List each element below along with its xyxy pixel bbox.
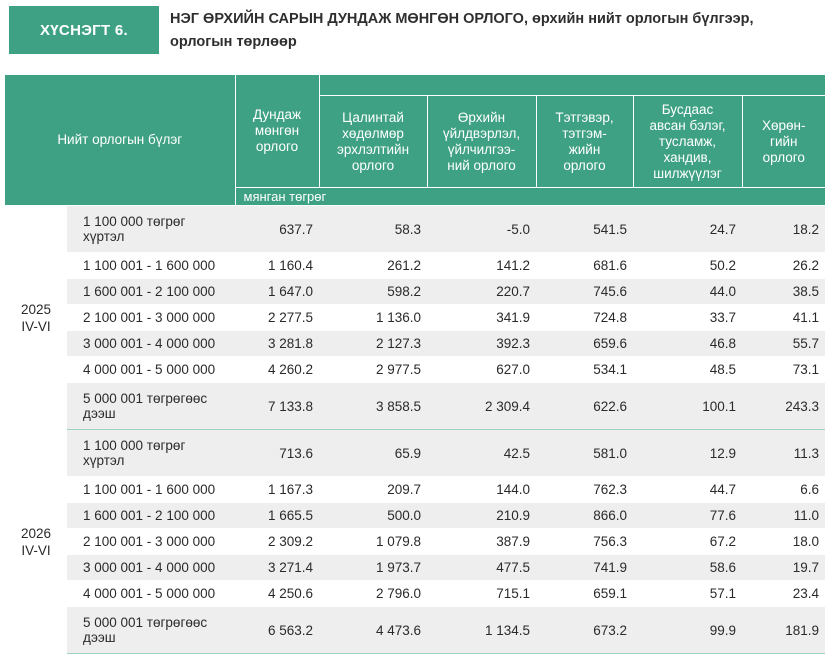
value-cell: 2 796.0 (319, 581, 427, 607)
income-group-label-line: 3 000 001 - 4 000 000 (83, 560, 216, 575)
income-group-label-line: дээш (83, 406, 116, 421)
value-cell: 715.1 (427, 581, 536, 607)
year-label: 2026 (20, 525, 52, 541)
header-line: ний орлого (447, 157, 516, 173)
value-cell: 18.2 (742, 206, 825, 253)
table-row (5, 279, 825, 305)
value-cell: 627.0 (427, 357, 536, 383)
value-cell: 1 167.3 (235, 477, 319, 503)
header-line: үйлдвэрлэл, (442, 125, 521, 141)
value-cell: 65.9 (319, 430, 427, 477)
table-row (5, 357, 825, 383)
income-group-label (67, 430, 235, 477)
value-cell: 1 160.4 (235, 253, 319, 279)
value-cell: 6 563.2 (235, 607, 319, 654)
value-cell: 48.5 (633, 357, 742, 383)
header-unit: мянган төгрөг (235, 188, 825, 206)
income-group-label-line: 1 100 001 - 1 600 000 (83, 258, 216, 273)
value-cell: 341.9 (427, 305, 536, 331)
value-cell: 3 271.4 (235, 555, 319, 581)
income-group-label-line: 3 000 001 - 4 000 000 (83, 336, 216, 351)
value-cell: 100.1 (633, 383, 742, 430)
value-cell: 1 973.7 (319, 555, 427, 581)
income-group-label-line: 1 100 000 төгрөг (83, 438, 186, 453)
header-line: Бусдаас (661, 101, 714, 117)
header-salary-income (319, 96, 427, 188)
header-line: тэтгэм- (562, 125, 607, 141)
value-cell: -5.0 (427, 206, 536, 253)
table-row (5, 477, 825, 503)
value-cell: 534.1 (536, 357, 633, 383)
header-property-income (742, 96, 825, 188)
header-line: жийн (568, 141, 601, 157)
income-group-label (67, 279, 235, 305)
value-cell: 50.2 (633, 253, 742, 279)
value-cell: 4 260.2 (235, 357, 319, 383)
header-line: Өрхийн (457, 109, 506, 125)
value-cell: 41.1 (742, 305, 825, 331)
value-cell: 3 281.8 (235, 331, 319, 357)
value-cell: 11.3 (742, 430, 825, 477)
value-cell: 1 136.0 (319, 305, 427, 331)
value-cell: 44.7 (633, 477, 742, 503)
period-label: IV-VI (21, 318, 51, 334)
period-label: IV-VI (21, 542, 51, 558)
value-cell: 1 647.0 (235, 279, 319, 305)
value-cell: 209.7 (319, 477, 427, 503)
value-cell: 659.6 (536, 331, 633, 357)
table-number-tag: ХҮСНЭГТ 6. (9, 6, 159, 54)
value-cell: 243.3 (742, 383, 825, 430)
value-cell: 57.1 (633, 581, 742, 607)
table-row (5, 503, 825, 529)
header-line: мөнгөн (254, 123, 300, 138)
value-cell: 26.2 (742, 253, 825, 279)
value-cell: 55.7 (742, 331, 825, 357)
income-group-label (67, 581, 235, 607)
header-line: шилжүүлэг (653, 165, 722, 181)
header-line: Цалинтай (342, 109, 404, 125)
income-group-label-line: 2 100 001 - 3 000 000 (83, 534, 216, 549)
header-line: орлого (255, 139, 299, 154)
income-group-label (67, 357, 235, 383)
header-line: гийн (770, 133, 798, 149)
value-cell: 637.7 (235, 206, 319, 253)
value-cell: 1 665.5 (235, 503, 319, 529)
table-title-line: орлогын төрлөөр (170, 34, 297, 50)
value-cell: 713.6 (235, 430, 319, 477)
income-group-label (67, 503, 235, 529)
income-group-label (67, 206, 235, 253)
table-row (5, 331, 825, 357)
year-label: 2025 (20, 301, 52, 317)
value-cell: 24.7 (633, 206, 742, 253)
value-cell: 598.2 (319, 279, 427, 305)
table-row (5, 430, 825, 477)
header-line: Дундаж (252, 107, 302, 122)
income-group-label (67, 253, 235, 279)
income-group-label-line: хүртэл (83, 453, 125, 468)
income-group-label (67, 331, 235, 357)
value-cell: 12.9 (633, 430, 742, 477)
income-group-label-line: хүртэл (83, 229, 125, 244)
value-cell: 46.8 (633, 331, 742, 357)
value-cell: 866.0 (536, 503, 633, 529)
value-cell: 7 133.8 (235, 383, 319, 430)
value-cell: 58.6 (633, 555, 742, 581)
value-cell: 762.3 (536, 477, 633, 503)
value-cell: 581.0 (536, 430, 633, 477)
value-cell: 210.9 (427, 503, 536, 529)
table-row (5, 529, 825, 555)
value-cell: 2 127.3 (319, 331, 427, 357)
income-group-label (67, 607, 235, 654)
year-period-cell (5, 206, 67, 430)
value-cell: 11.0 (742, 503, 825, 529)
value-cell: 2 977.5 (319, 357, 427, 383)
value-cell: 141.2 (427, 253, 536, 279)
header-total-income (235, 75, 319, 188)
value-cell: 2 309.4 (427, 383, 536, 430)
header-line: үйлчилгээ- (447, 141, 516, 157)
value-cell: 2 309.2 (235, 529, 319, 555)
value-cell: 3 858.5 (319, 383, 427, 430)
income-group-label-line: 4 000 001 - 5 000 000 (83, 362, 216, 377)
value-cell: 741.9 (536, 555, 633, 581)
header-spacer (319, 75, 825, 96)
value-cell: 181.9 (742, 607, 825, 654)
income-group-label-line: 1 600 001 - 2 100 000 (83, 508, 216, 523)
value-cell: 1 134.5 (427, 607, 536, 654)
income-table (5, 75, 825, 654)
income-group-label (67, 383, 235, 430)
value-cell: 77.6 (633, 503, 742, 529)
value-cell: 67.2 (633, 529, 742, 555)
table-row (5, 581, 825, 607)
table-row (5, 383, 825, 430)
value-cell: 33.7 (633, 305, 742, 331)
income-group-label (67, 305, 235, 331)
value-cell: 500.0 (319, 503, 427, 529)
value-cell: 724.8 (536, 305, 633, 331)
value-cell: 622.6 (536, 383, 633, 430)
value-cell: 4 250.6 (235, 581, 319, 607)
table-row (5, 253, 825, 279)
header-line: Тэтгэвэр, (555, 109, 614, 125)
header-line: эрхлэлтийн (336, 141, 410, 157)
table-row (5, 305, 825, 331)
header-business-income (427, 96, 536, 188)
income-group-label-line: 5 000 001 төгрөгөөс (83, 615, 208, 630)
header-line: авсан бэлэг, (649, 117, 726, 133)
header-transfer-income (536, 96, 633, 188)
income-group-label-line: 1 100 001 - 1 600 000 (83, 482, 216, 497)
income-group-label-line: дээш (83, 630, 116, 645)
income-group-label-line: 4 000 001 - 5 000 000 (83, 586, 216, 601)
value-cell: 1 079.8 (319, 529, 427, 555)
income-group-label-line: 1 600 001 - 2 100 000 (83, 284, 216, 299)
value-cell: 2 277.5 (235, 305, 319, 331)
header-assistance-income (633, 96, 742, 188)
value-cell: 4 473.6 (319, 607, 427, 654)
table-row (5, 555, 825, 581)
header-line: орлого (351, 157, 395, 173)
header-line: орлого (762, 149, 805, 165)
value-cell: 477.5 (427, 555, 536, 581)
value-cell: 38.5 (742, 279, 825, 305)
value-cell: 44.0 (633, 279, 742, 305)
income-group-label-line: 1 100 000 төгрөг (83, 214, 186, 229)
income-group-label (67, 477, 235, 503)
value-cell: 23.4 (742, 581, 825, 607)
income-group-label-line: 2 100 001 - 3 000 000 (83, 310, 216, 325)
value-cell: 745.6 (536, 279, 633, 305)
value-cell: 541.5 (536, 206, 633, 253)
table-row (5, 206, 825, 253)
header-line: хандив, (663, 149, 712, 165)
header-line: орлого (563, 157, 606, 173)
value-cell: 387.9 (427, 529, 536, 555)
table-caption (0, 0, 838, 60)
header-line: Хөрөн- (762, 117, 806, 133)
value-cell: 659.1 (536, 581, 633, 607)
income-group-label (67, 555, 235, 581)
value-cell: 261.2 (319, 253, 427, 279)
header-line: тусламж, (658, 133, 717, 149)
value-cell: 73.1 (742, 357, 825, 383)
value-cell: 756.3 (536, 529, 633, 555)
value-cell: 673.2 (536, 607, 633, 654)
table-title (170, 8, 830, 54)
header-income-group: Нийт орлогын бүлэг (5, 75, 235, 206)
value-cell: 392.3 (427, 331, 536, 357)
table-row (5, 607, 825, 654)
header-line: хөдөлмөр (342, 125, 404, 141)
value-cell: 42.5 (427, 430, 536, 477)
year-period-cell (5, 430, 67, 654)
value-cell: 58.3 (319, 206, 427, 253)
value-cell: 681.6 (536, 253, 633, 279)
value-cell: 144.0 (427, 477, 536, 503)
value-cell: 19.7 (742, 555, 825, 581)
table-title-line: НЭГ ӨРХИЙН САРЫН ДУНДАЖ МӨНГӨН ОРЛОГО, өрхийн нийт орлогын бүлгээр, (170, 11, 754, 27)
value-cell: 99.9 (633, 607, 742, 654)
value-cell: 220.7 (427, 279, 536, 305)
value-cell: 6.6 (742, 477, 825, 503)
income-group-label-line: 5 000 001 төгрөгөөс (83, 391, 208, 406)
value-cell: 18.0 (742, 529, 825, 555)
income-group-label (67, 529, 235, 555)
